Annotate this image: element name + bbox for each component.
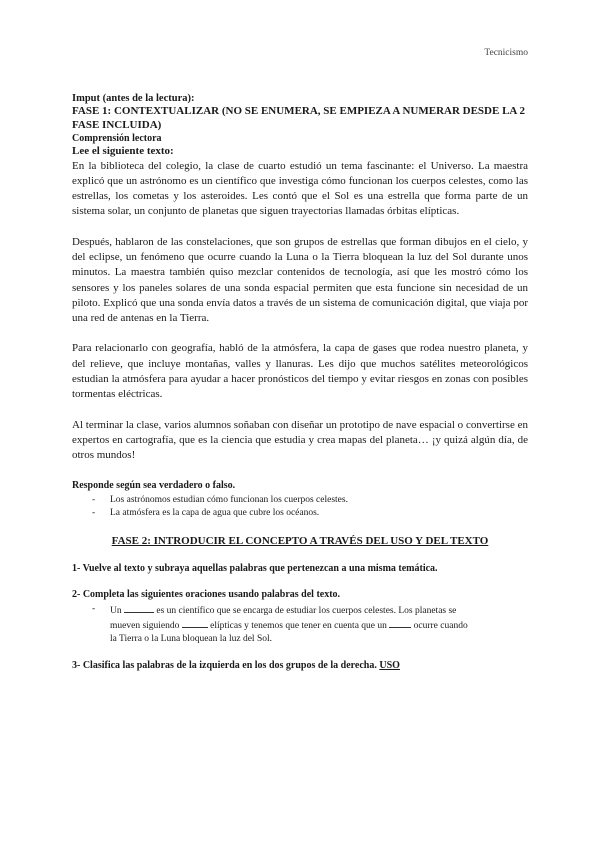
reading-paragraph-3: Para relacionarlo con geografía, habló de la atmósfera, la capa de gases que rodea nuestro planeta, y del relieve, que incluye montañas, valles y llanuras. Les dijo que muchos satélites meteorológicos estudian la atmósfera para ayudar a hacer pronósticos del tiempo y evitar riesgos en zonas con posibles tormentas eléctricas.: [72, 342, 528, 401]
q2-text-d: elípticas y tenemos que tener en cuenta que un: [210, 620, 387, 631]
q2-text-e: ocurre cuando: [413, 620, 468, 631]
uso-label: USO: [379, 659, 400, 671]
answer-blank-2[interactable]: [182, 618, 208, 628]
page-header: Tecnicismo: [484, 48, 528, 58]
reading-paragraph-1: En la biblioteca del colegio, la clase de cuarto estudió un tema fascinante: el Universo. La maestra explicó que un astrónomo es un científico que investiga cómo funcionan los cuerpos celestes, como las estrellas, los cometas y los asteroides. Les contó que el Sol es una estrella que forma parte de un sistema solar, un conjunto de planetas que siguen trayectorias llamadas órbitas elípticas.: [72, 159, 528, 218]
q2-text-f: la Tierra o la Luna bloquean la luz del Sol.: [110, 633, 272, 644]
input-label: Imput (antes de la lectura):: [72, 93, 195, 104]
question-3: [72, 659, 528, 672]
document-body: [72, 92, 528, 672]
question-1: 1- Vuelve al texto y subraya aquellas palabras que pertenezcan a una misma temática.: [72, 562, 438, 574]
q2-text-a: Un: [110, 605, 122, 616]
question-3-text: 3- Clasifica las palabras de la izquierda en los dos grupos de la derecha.: [72, 659, 377, 671]
list-item: - La atmósfera es la capa de agua que cubre los océanos.: [92, 507, 528, 520]
reading-paragraph-4: Al terminar la clase, varios alumnos soñaban con diseñar un prototipo de nave espacial o convertirse en expertos en cartografía, que es la ciencia que estudia y crea mapas del planeta… ¡y quizá algún día, de otros mundos!: [72, 418, 528, 462]
q2-text-b: es un científico que se encarga de estudiar los cuerpos celestes. Los planetas se: [156, 605, 457, 616]
fase2-heading: FASE 2: INTRODUCIR EL CONCEPTO A TRAVÉS DEL USO Y DEL TEXTO: [111, 534, 489, 547]
true-false-title: Responde según sea verdadero o falso.: [72, 479, 236, 491]
question-2: 2- Completa las siguientes oraciones usando palabras del texto.: [72, 588, 341, 600]
answer-blank-1[interactable]: [124, 603, 154, 613]
fase1-heading: FASE 1: CONTEXTUALIZAR (NO SE ENUMERA, SE EMPIEZA A NUMERAR DESDE LA 2 FASE INCLUIDA): [72, 105, 525, 131]
question-2-list: [72, 603, 528, 646]
comprension-heading: Comprensión lectora: [72, 133, 162, 144]
list-item: [92, 603, 528, 646]
list-item: - Los astrónomos estudian cómo funcionan los cuerpos celestes.: [92, 494, 528, 507]
lee-instruction: Lee el siguiente texto:: [72, 145, 174, 157]
reading-paragraph-2: Después, hablaron de las constelaciones, que son grupos de estrellas que forman dibujos en el cielo, y del eclipse, un fenómeno que ocurre cuando la Luna o la Tierra bloquean la luz del Sol durante unos minutos. La maestra también quiso mezclar contenidos de tecnología, así que les mostró cómo los sensores y los paneles solares de una sonda espacial permiten que esta funcione sin necesidad de un piloto. Explicó que una sonda envía datos a través de un sistema de comunicación digital, que viaja por una red de antenas en la Tierra.: [72, 235, 528, 325]
q2-text-c: mueven siguiendo: [110, 620, 180, 631]
true-false-list: [72, 494, 528, 520]
answer-blank-3[interactable]: [389, 618, 411, 628]
